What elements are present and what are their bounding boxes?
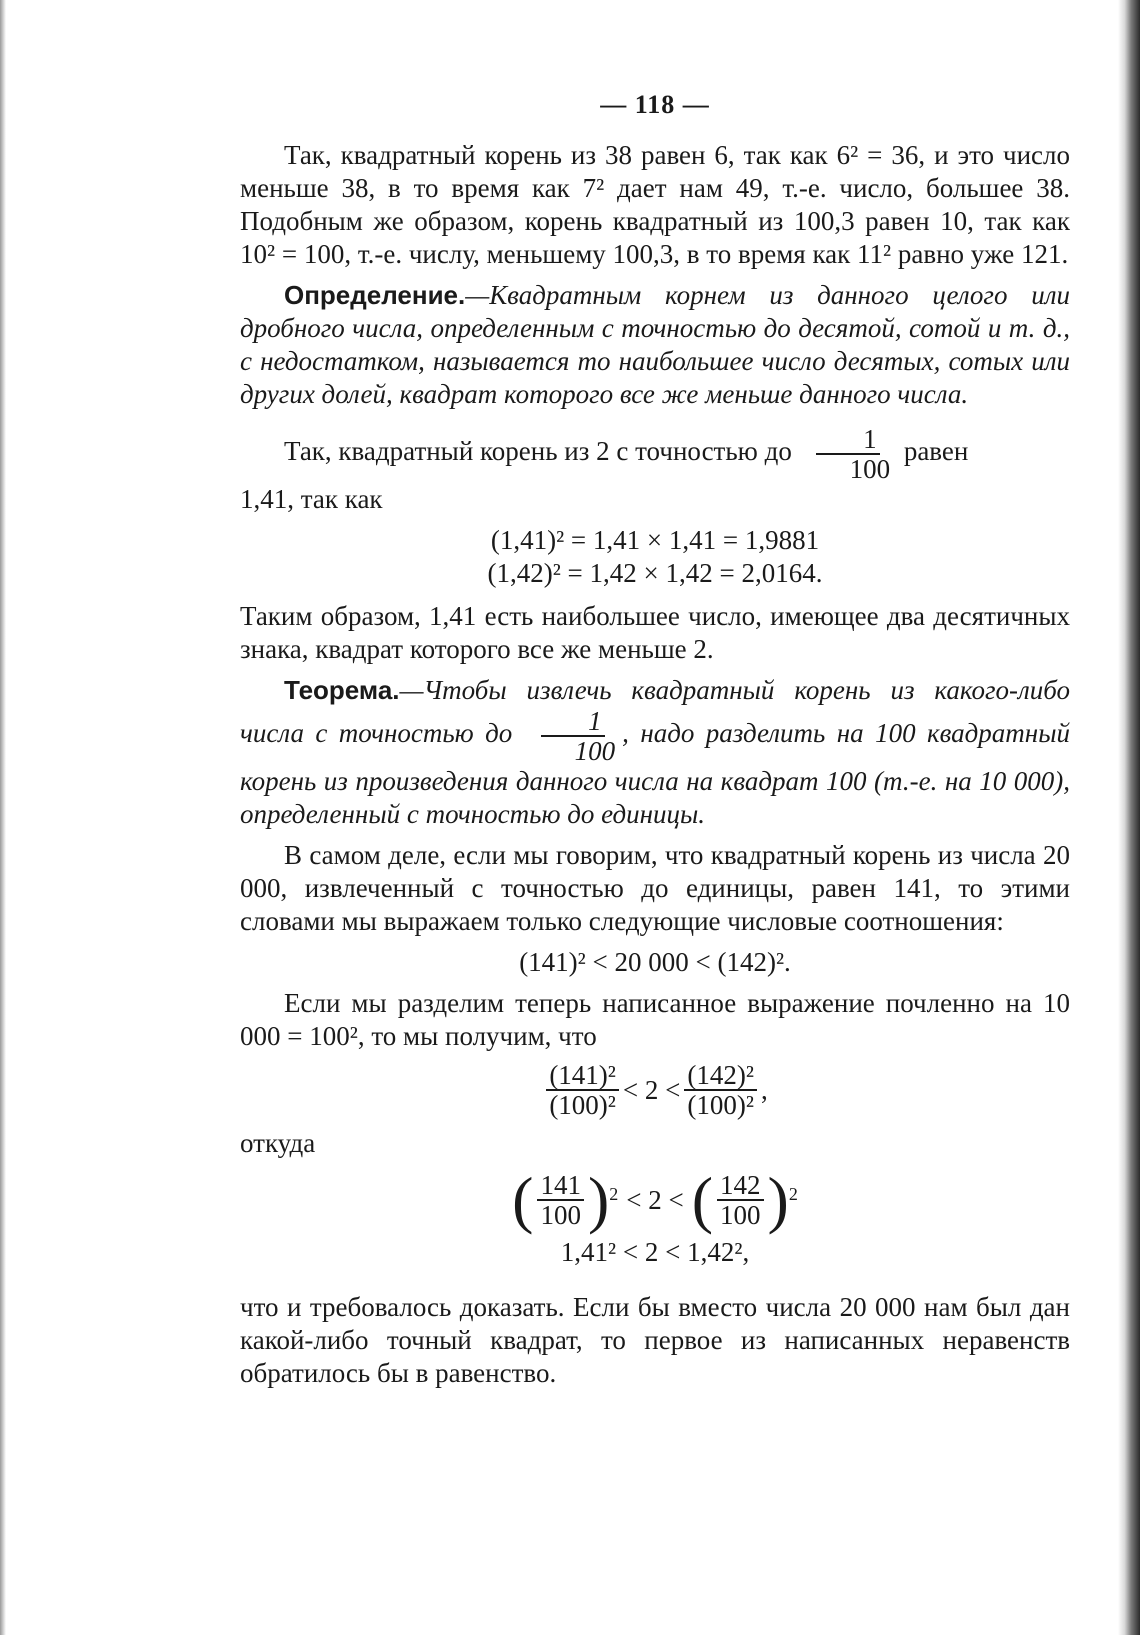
- paragraph-proof: В самом деле, если мы говорим, что квадратный корень из числа 20 000, извлеченный с точностью до единицы, равен 141, то этими словами мы выражаем только следующие числовые соотношения:: [240, 840, 1070, 936]
- paren-fraction-right-numerator: 142: [717, 1171, 764, 1201]
- paragraph-intro: Так, квадратный корень из 38 равен 6, так как 6² = 36, и это число меньше 38, в то время как 7² дает нам 49, т.-е. число, большее 38. Подобным же образом, корень квадратный из 100,3 равен 10, так как 10² = 100, т.-е. числу, меньшему 100,3, в то время как 11² равно уже 121.: [240, 140, 1070, 269]
- example-text-before: Так, квадратный корень из 2 с точностью до: [284, 436, 792, 467]
- formula-decimal-inequality: 1,41² < 2 < 1,42²,: [560, 1237, 750, 1267]
- inequality-end: ,: [760, 1074, 768, 1105]
- fraction-right: [684, 1061, 757, 1119]
- paragraph-divide: Если мы разделим теперь написанное выражение почленно на 10 000 = 100², то мы получим, что: [240, 988, 1070, 1051]
- scan-edge-left: [0, 0, 6, 1635]
- theorem-text-after: , надо разделить на 100 квадратный корень из произведения данного числа на квадрат 100 (т.-е. на 10 000), определенный с точностью до единицы.: [240, 718, 1070, 829]
- paren-fraction-left-numerator: 141: [537, 1171, 584, 1201]
- definition-text: —Квадратным корнем из данного целого или дробного числа, определенным с точностью до десятой, сотой и т. д., с недостатком, называется то наибольшее число десятых, сотых или других долей, квадрат которого все же меньше данного числа.: [240, 280, 1070, 409]
- formula-parenthesized: [240, 1164, 1070, 1235]
- formula-line-142: (1,42)² = 1,42 × 1,42 = 2,0164.: [487, 558, 823, 588]
- formula-line-141: (1,41)² = 1,41 × 1,41 = 1,9881: [490, 525, 820, 555]
- formula-inequality: (141)² < 20 000 < (142)².: [519, 947, 791, 977]
- paragraph-example: [240, 425, 1070, 483]
- theorem-fraction-numerator: 1: [541, 707, 605, 737]
- example-text-after: равен: [903, 436, 969, 467]
- paren-open-left: (: [512, 1164, 534, 1235]
- paren-close-left: ): [587, 1164, 610, 1235]
- fraction-right-numerator: (142)²: [684, 1061, 757, 1091]
- theorem-fraction-denominator: 100: [574, 736, 616, 766]
- fraction-one-hundredth: [803, 425, 894, 483]
- fraction-denominator: 100: [849, 454, 891, 484]
- exponent-left: 2: [609, 1183, 619, 1204]
- exponent-right: 2: [788, 1183, 798, 1204]
- book-page: [240, 88, 1070, 1398]
- paragraph-conclusion: Таким образом, 1,41 есть наибольшее число, имеющее два десятичных знака, квадрат которого все же меньше 2.: [240, 601, 1070, 664]
- paren-fraction-right: [717, 1171, 764, 1229]
- fraction-left-denominator: (100)²: [549, 1090, 616, 1120]
- paren-fraction-left: [537, 1171, 584, 1229]
- paren-open-right: (: [691, 1164, 714, 1235]
- definition-paragraph: [240, 279, 1070, 411]
- paren-fraction-right-denominator: 100: [720, 1200, 761, 1230]
- definition-label: Определение.: [284, 280, 466, 310]
- theorem-fraction: [528, 707, 619, 765]
- fraction-right-denominator: (100)²: [687, 1090, 754, 1120]
- paren-inequality-middle: < 2 <: [626, 1184, 684, 1215]
- scan-edge-right: [1118, 0, 1140, 1635]
- page-number: — 118 —: [600, 90, 710, 119]
- fraction-numerator: 1: [816, 425, 880, 455]
- paren-fraction-left-denominator: 100: [540, 1200, 581, 1230]
- paren-close-right: ): [767, 1164, 789, 1235]
- example-line-two: 1,41, так как: [240, 484, 383, 514]
- theorem-text-before: —Чтобы извлечь квадратный корень из какого-либо числа с точностью до: [240, 675, 1070, 749]
- inequality-middle: < 2 <: [622, 1074, 681, 1105]
- fraction-left-numerator: (141)²: [546, 1061, 619, 1091]
- paragraph-final: что и требовалось доказать. Если бы вместо числа 20 000 нам был дан какой-либо точный квадрат, то первое из написанных неравенств обратилось бы в равенство.: [240, 1292, 1070, 1388]
- formula-fraction-inequality: [240, 1061, 1070, 1119]
- fraction-left: [546, 1061, 619, 1119]
- theorem-paragraph: [240, 674, 1070, 831]
- formula-squares: [240, 524, 1070, 590]
- theorem-label: Теорема.: [284, 675, 400, 705]
- word-otkuda: откуда: [240, 1128, 316, 1158]
